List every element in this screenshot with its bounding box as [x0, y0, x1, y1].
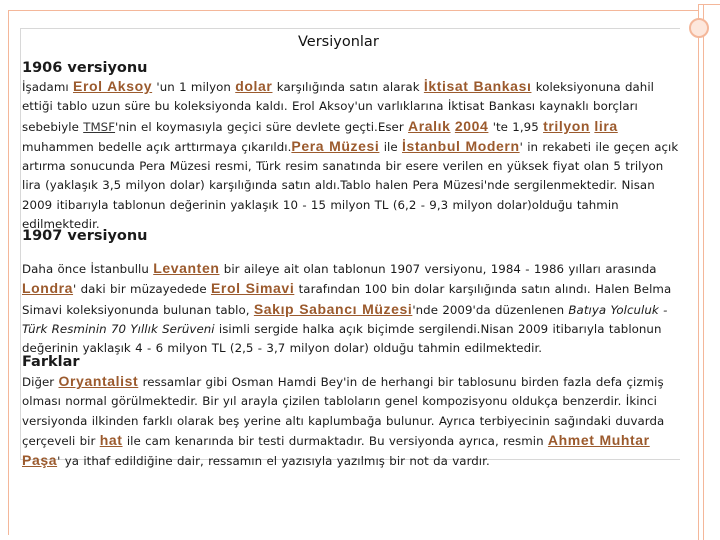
text: 'nde 2009'da düzenlenen: [412, 302, 569, 317]
link-pera-muzesi[interactable]: Pera Müzesi: [291, 137, 380, 154]
text: İşadamı: [22, 80, 73, 94]
paragraph-1907: [22, 259, 684, 358]
heading-1906: 1906 versiyonu: [22, 60, 148, 76]
text: isimli sergide halka açık biçimde sergilendi.Nisan 2009 itibarıyla tablonun değerinin yaklaşık 4 - 6 milyon TL (2,5 - 3,7 milyon dolar) olduğu tahmin edilmektedir.: [22, 321, 662, 356]
decorative-right-rule-inner: [703, 4, 704, 540]
link-istanbul-modern[interactable]: İstanbul Modern: [402, 137, 520, 154]
link-lira[interactable]: lira: [594, 117, 618, 134]
link-ahmet-muhtar-pasa[interactable]: Ahmet Muhtar Paşa: [22, 431, 650, 469]
link-iktisat-bankasi[interactable]: İktisat Bankası: [423, 78, 532, 94]
heading-farklar: Farklar: [22, 354, 80, 370]
link-erol-simavi[interactable]: Erol Simavi: [210, 280, 295, 297]
text: koleksiyonuna dahil ettiği tablo uzun süre bu koleksiyonda kaldı. Erol Aksoy'un varlıklarına İktisat Bankası kaynaklı borçları sebebiyle: [22, 80, 654, 134]
link-trilyon[interactable]: trilyon: [543, 117, 591, 134]
text: tarafından 100 bin dolar karşılığında satın alındı. Halen Belma Simavi koleksiyonunda bulunan tablo,: [22, 282, 672, 317]
link-londra[interactable]: Londra: [22, 280, 74, 297]
heading-1907: 1907 versiyonu: [22, 228, 148, 244]
paragraph-1906: [22, 77, 684, 234]
text: Daha önce İstanbullu: [22, 262, 154, 276]
link-aralik[interactable]: Aralık: [408, 117, 451, 134]
text: karşılığında satın alarak: [272, 80, 424, 94]
link-sakip-sabanci-muzesi[interactable]: Sakıp Sabancı Müzesi: [253, 300, 413, 317]
decorative-corner-rule: [698, 4, 720, 5]
text: ' in rekabeti ile geçen açık artırma sonucunda Pera Müzesi resmi, Türk resim sanatında bir esere verilen en yüksek fiyat olan 5 trilyon lira (yaklaşık 3,5 milyon dolar) karşılığında satın aldı.Tablo halen Pera Müzesi'nde sergilenmektedir. Nisan 2009 itibarıyla tablonun değerinin yaklaşık 10 - 15 milyon TL (6,2 - 9,3 milyon dolar)olduğu tahmin edilmektedir.: [22, 139, 679, 232]
text: muhammen bedelle açık arttırmaya çıkarıldı.: [22, 139, 292, 154]
link-erol-aksoy[interactable]: Erol Aksoy: [73, 78, 153, 94]
decorative-left-rule: [8, 10, 9, 535]
exhibition-title: Batıya Yolculuk - Türk Resminin 70 Yıllık Serüveni: [22, 302, 668, 336]
text: ile: [379, 139, 402, 154]
link-hat[interactable]: hat: [99, 431, 123, 448]
text: ' ya ithaf edildiğine dair, ressamın el yazısıyla yazılmış bir not da vardır.: [57, 454, 490, 469]
text: Diğer: [22, 375, 59, 389]
link-2004[interactable]: 2004: [454, 117, 489, 134]
page-title: Versiyonlar: [298, 34, 379, 50]
text: 'nin el koymasıyla geçici süre devlete geçti.Eser: [115, 119, 409, 134]
link-tmsf[interactable]: TMSF: [83, 119, 116, 134]
text: 'te 1,95: [488, 119, 544, 134]
link-levanten[interactable]: Levanten: [153, 260, 220, 276]
text: 'un 1 milyon: [152, 80, 236, 94]
paragraph-farklar: [22, 372, 684, 471]
text: ressamlar gibi Osman Hamdi Bey'in de herhangi bir tablosunu birden fazla defa çizmiş olması normal görülmektedir. Bir yıl arayla çizilen tabloların genel kompozisyonu oldukça benzerdir. İkinci versiyonda ilkinden farklı olarak beş yerine altı kaplumbağa bulunur. Ayrıca terbiyecinin sağındaki duvarda çerçeveli bir: [22, 375, 665, 448]
text: bir aileye ait olan tablonun 1907 versiyonu, 1984 - 1986 yılları arasında: [219, 262, 657, 276]
text: ile cam kenarında bir testi durmaktadır. Bu versiyonda ayrıca, resmin: [122, 433, 548, 448]
decorative-circle: [689, 18, 709, 38]
decorative-right-rule: [698, 4, 699, 540]
text: ' daki bir müzayedede: [73, 282, 211, 297]
link-dolar[interactable]: dolar: [235, 78, 273, 94]
decorative-top-rule: [8, 10, 698, 11]
link-oryantalist[interactable]: Oryantalist: [58, 373, 139, 389]
